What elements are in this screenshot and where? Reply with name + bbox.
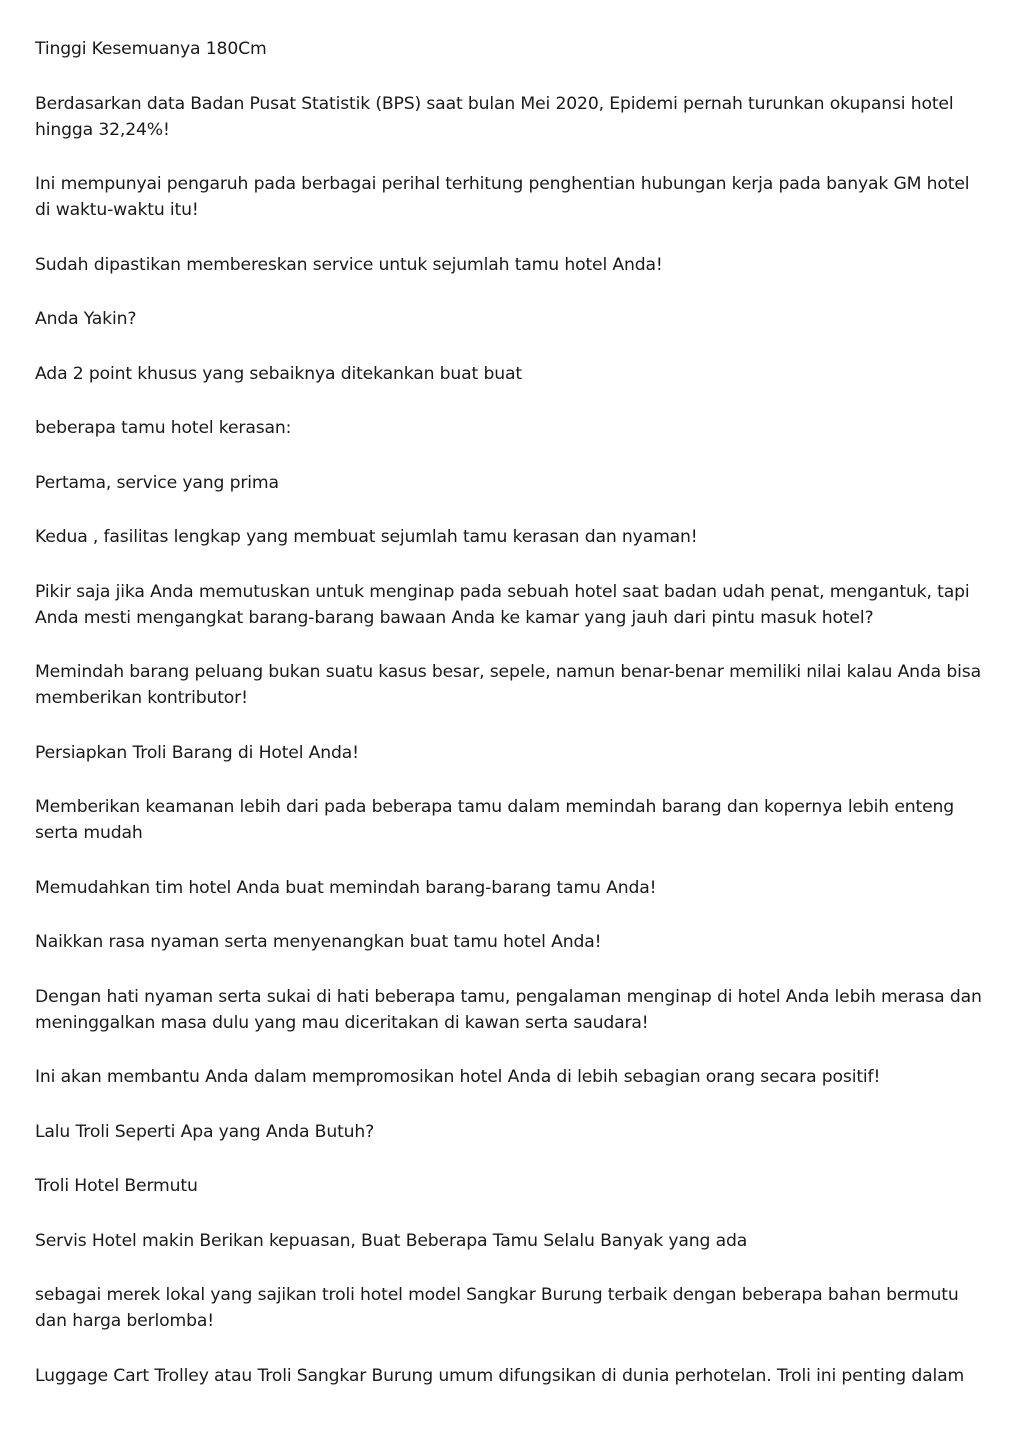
paragraph-18: Lalu Troli Seperti Apa yang Anda Butuh? bbox=[35, 1121, 375, 1142]
paragraph-9: Kedua , fasilitas lengkap yang membuat sejumlah tamu kerasan dan nyaman! bbox=[35, 527, 698, 547]
paragraph-14: Memudahkan tim hotel Anda buat memindah barang-barang tamu Anda! bbox=[35, 877, 657, 898]
paragraph-11: Memindah barang peluang bukan suatu kasus besar, sepele, namun benar-benar memiliki nilai kalau Anda bisa memberikan kontributor! bbox=[35, 662, 981, 708]
paragraph-15: Naikkan rasa nyaman serta menyenangkan buat tamu hotel Anda! bbox=[35, 932, 602, 952]
paragraph-19: Troli Hotel Bermutu bbox=[35, 1176, 198, 1196]
document-page bbox=[35, 36, 990, 1417]
paragraph-17: Ini akan membantu Anda dalam mempromosikan hotel Anda di lebih sebagian orang secara positif! bbox=[35, 1067, 881, 1087]
paragraph-5: Anda Yakin? bbox=[35, 309, 137, 329]
paragraph-12: Persiapkan Troli Barang di Hotel Anda! bbox=[35, 742, 359, 763]
paragraph-2: Berdasarkan data Badan Pusat Statistik (BPS) saat bulan Mei 2020, Epidemi pernah turunkan okupansi hotel hingga 32,24%! bbox=[35, 93, 954, 140]
paragraph-10: Pikir saja jika Anda memutuskan untuk menginap pada sebuah hotel saat badan udah penat, mengantuk, tapi Anda mesti mengangkat barang-barang bawaan Anda ke kamar yang jauh dari pintu masuk hotel? bbox=[35, 581, 970, 628]
paragraph-8: Pertama, service yang prima bbox=[35, 472, 279, 493]
paragraph-4: Sudah dipastikan membereskan service untuk sejumlah tamu hotel Anda! bbox=[35, 254, 663, 275]
paragraph-21: sebagai merek lokal yang sajikan troli hotel model Sangkar Burung terbaik dengan beberapa bahan bermutu dan harga berlomba! bbox=[35, 1285, 959, 1331]
paragraph-3: Ini mempunyai pengaruh pada berbagai perihal terhitung penghentian hubungan kerja pada banyak GM hotel di waktu-waktu itu! bbox=[35, 174, 970, 220]
paragraph-22: Luggage Cart Trolley atau Troli Sangkar Burung umum difungsikan di dunia perhotelan. Troli ini penting dalam bbox=[35, 1365, 965, 1386]
paragraph-16: Dengan hati nyaman serta sukai di hati beberapa tamu, pengalaman menginap di hotel Anda lebih merasa dan meninggalkan masa dulu yang mau diceritakan di kawan serta saudara! bbox=[35, 986, 982, 1033]
paragraph-20: Servis Hotel makin Berikan kepuasan, Buat Beberapa Tamu Selalu Banyak yang ada bbox=[35, 1230, 748, 1251]
paragraph-13: Memberikan keamanan lebih dari pada beberapa tamu dalam memindah barang dan kopernya lebih enteng serta mudah bbox=[35, 797, 955, 843]
paragraph-1: Tinggi Kesemuanya 180Cm bbox=[35, 39, 267, 59]
paragraph-6: Ada 2 point khusus yang sebaiknya ditekankan buat buat bbox=[35, 363, 522, 384]
paragraph-7: beberapa tamu hotel kerasan: bbox=[35, 418, 292, 438]
